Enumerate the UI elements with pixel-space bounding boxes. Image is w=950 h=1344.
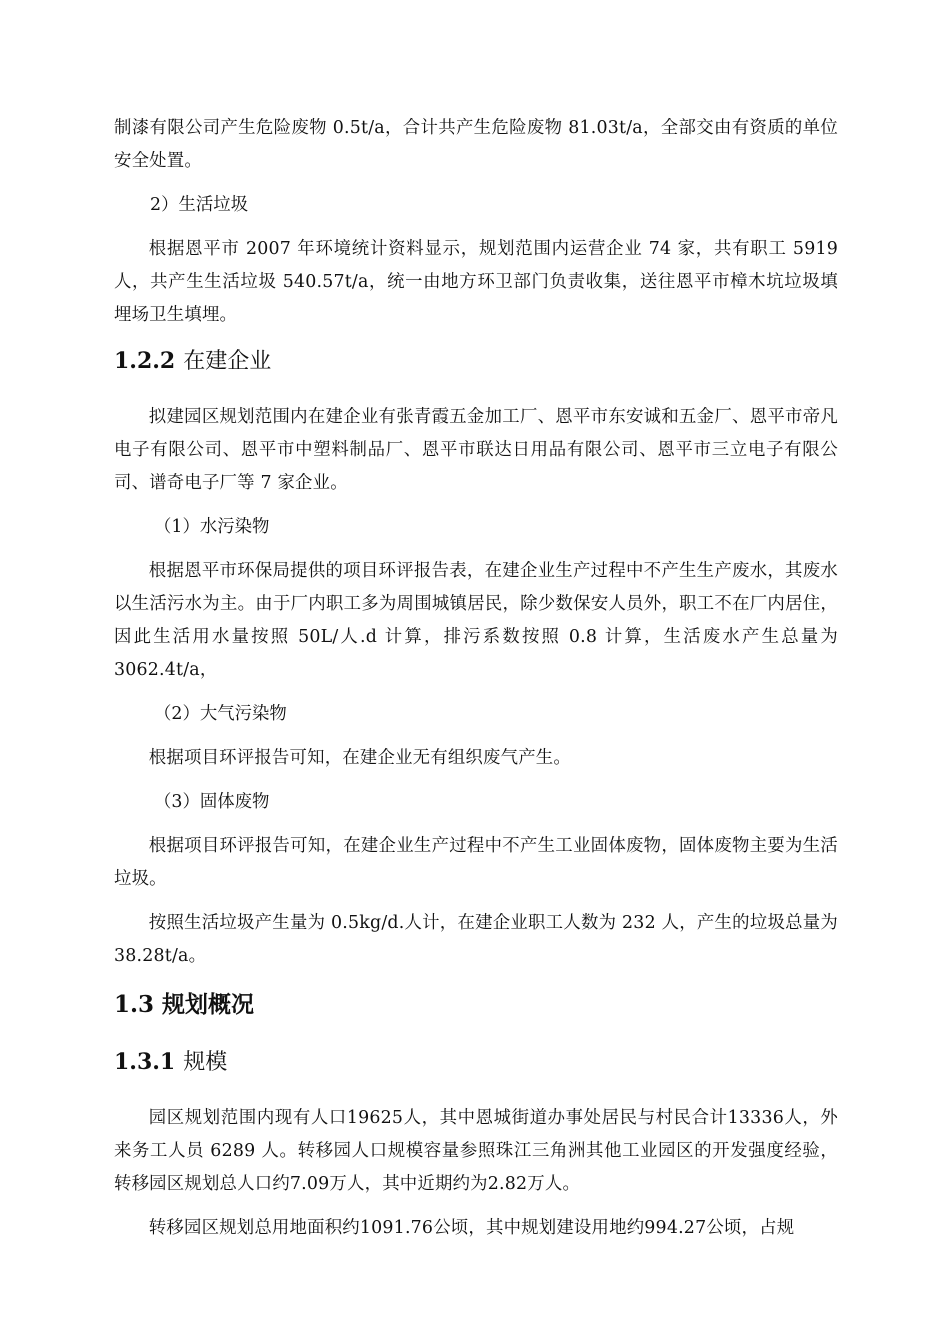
paragraph-population: 园区规划范围内现有人口19625人，其中恩城街道办事处居民与村民合计13336人，外来务工人员 6289 人。转移园人口规模容量参照珠江三角洲其他工业园区的开发强度经验，转移园区规划总人口约7.09万人，其中近期约为2.82万人。 [114,1108,838,1194]
section-title: 规划概况 [162,991,255,1018]
section-heading-1-2-2 [114,344,838,379]
paragraph-garbage-amount: 按照生活垃圾产生量为 0.5kg/d.人计，在建企业职工人数为 232 人，产生的垃圾总量为 38.28t/a。 [114,913,838,966]
paragraph-land-area: 转移园区规划总用地面积约1091.76公顷，其中规划建设用地约994.27公顷，占规 [148,1218,795,1238]
section-number: 1.3.1 [114,1049,176,1075]
item-domestic-waste: 2）生活垃圾 [150,195,249,215]
item-solid-waste: （3）固体废物 [154,792,270,812]
section-heading-1-3 [114,987,838,1023]
item-water-pollutants: （1）水污染物 [154,517,270,537]
paragraph-construction-enterprises: 拟建园区规划范围内在建企业有张青霞五金加工厂、恩平市东安诚和五金厂、恩平市帝凡电子有限公司、恩平市中塑料制品厂、恩平市联达日用品有限公司、恩平市三立电子有限公司、谱奇电子厂等 7 家企业。 [114,407,838,493]
section-number: 1.2.2 [114,348,176,374]
section-heading-1-3-1 [114,1045,838,1080]
item-air-pollutants: （2）大气污染物 [154,704,287,724]
paragraph-air-pollutants: 根据项目环评报告可知，在建企业无有组织废气产生。 [148,748,571,768]
section-title: 在建企业 [183,349,272,374]
section-title: 规模 [183,1050,228,1075]
document-page [114,112,838,1256]
paragraph-water-pollutants: 根据恩平市环保局提供的项目环评报告表，在建企业生产过程中不产生生产废水，其废水以生活污水为主。由于厂内职工多为周围城镇居民，除少数保安人员外，职工不在厂内居住，因此生活用水量按照 50L/人.d 计算，排污系数按照 0.8 计算，生活废水产生总量为 3062.4t/a， [114,561,838,680]
paragraph-hazardous-waste-end: 制漆有限公司产生危险废物 0.5t/a，合计共产生危险废物 81.03t/a，全部交由有资质的单位安全处置。 [114,118,838,171]
section-number: 1.3 [114,991,155,1018]
paragraph-domestic-waste: 根据恩平市 2007 年环境统计资料显示，规划范围内运营企业 74 家，共有职工 5919 人，共产生生活垃圾 540.57t/a，统一由地方环卫部门负责收集，送往恩平市樟木坑垃圾填埋场卫生填埋。 [114,239,838,325]
paragraph-solid-waste: 根据项目环评报告可知，在建企业生产过程中不产生工业固体废物，固体废物主要为生活垃圾。 [114,836,838,889]
